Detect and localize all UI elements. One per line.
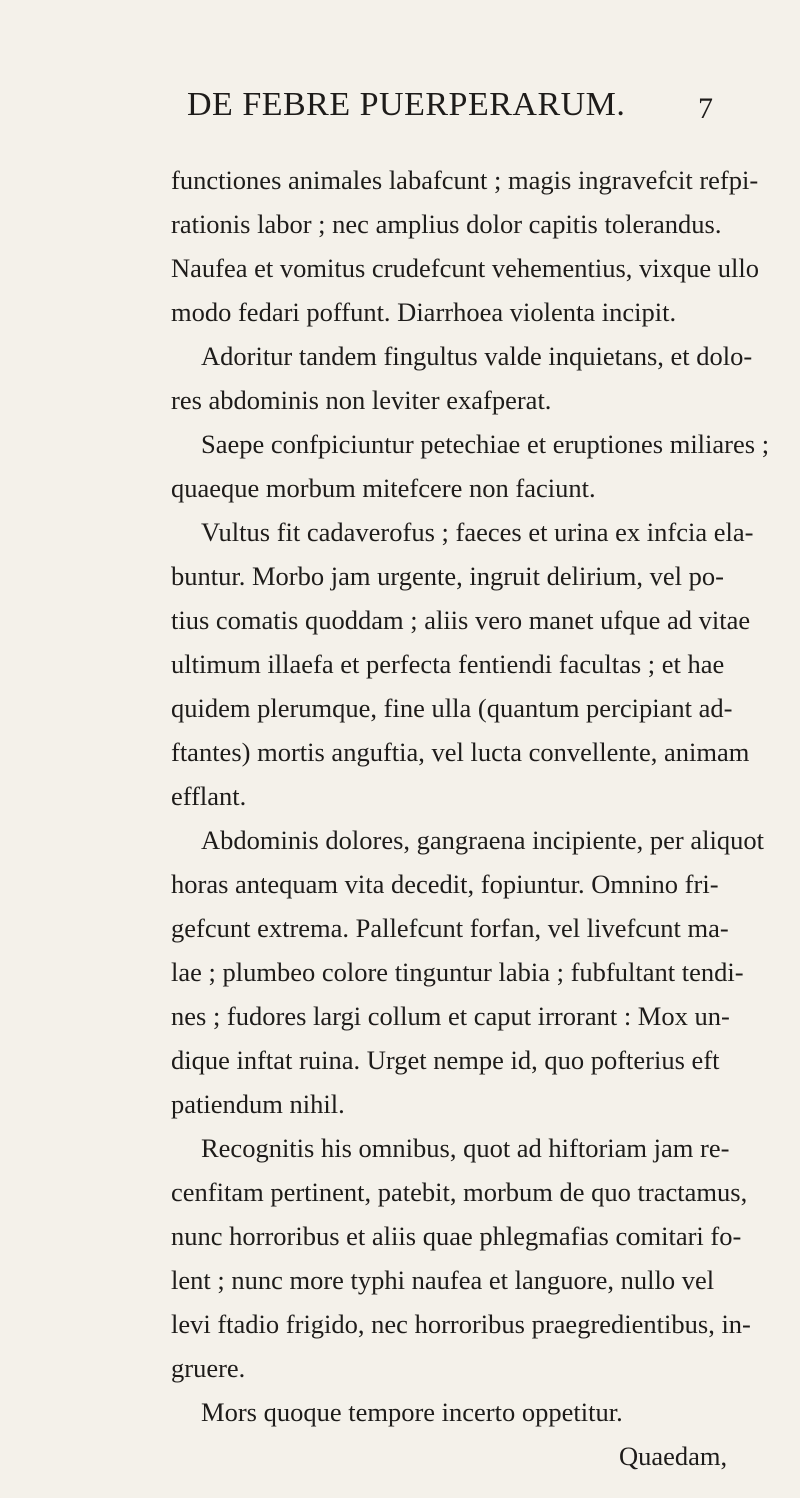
text-line: modo fedari poffunt. Diarrhoea violenta incipit. (171, 297, 677, 327)
text-line: quaeque morbum mitefcere non faciunt. (171, 473, 596, 503)
text-line: Naufea et vomitus crudefcunt vehementius, vixque ullo (171, 253, 759, 283)
text-line: lae ; plumbeo colore tinguntur labia ; fubfultant tendi- (171, 957, 744, 987)
text-line: dique inftat ruina. Urget nempe id, quo pofterius eft (171, 1045, 720, 1075)
text-line: Saepe confpiciuntur petechiae et eruptiones miliares ; (201, 429, 770, 459)
page-number: 7 (698, 92, 713, 125)
text-line: Abdominis dolores, gangraena incipiente, per aliquot (201, 825, 764, 855)
page-header (0, 86, 800, 136)
text-line: cenfitam pertinent, patebit, morbum de quo tractamus, (171, 1177, 748, 1207)
text-line: tius comatis quoddam ; aliis vero manet ufque ad vitae (171, 605, 751, 635)
text-line: gefcunt extrema. Pallefcunt forfan, vel livefcunt ma- (171, 913, 729, 943)
text-line: res abdominis non leviter exafperat. (171, 385, 552, 415)
text-line: nes ; fudores largi collum et caput irrorant : Mox un- (171, 1001, 730, 1031)
text-line: Adoritur tandem fingultus valde inquietans, et dolo- (201, 341, 753, 371)
text-line: rationis labor ; nec amplius dolor capitis tolerandus. (171, 209, 722, 239)
text-line: gruere. (171, 1353, 246, 1383)
catchword: Quaedam, (619, 1441, 728, 1471)
text-line: ultimum illaefa et perfecta fentiendi facultas ; et hae (171, 649, 725, 679)
text-line: lent ; nunc more typhi naufea et languore, nullo vel (171, 1265, 715, 1295)
text-line: buntur. Morbo jam urgente, ingruit delirium, vel po- (171, 561, 724, 591)
text-line: Recognitis his omnibus, quot ad hiftoriam jam re- (201, 1133, 730, 1163)
text-line: functiones animales labafcunt ; magis ingravefcit refpi- (171, 165, 759, 195)
text-line: nunc horroribus et aliis quae phlegmafias comitari fo- (171, 1221, 742, 1251)
text-line: quidem plerumque, fine ulla (quantum percipiant ad- (171, 693, 733, 723)
text-line: ftantes) mortis anguftia, vel lucta convellente, animam (171, 737, 750, 767)
text-line: Vultus fit cadaverofus ; faeces et urina ex infcia ela- (201, 517, 754, 547)
text-line: levi ftadio frigido, nec horroribus praegredientibus, in- (171, 1309, 751, 1339)
text-line: patiendum nihil. (171, 1089, 345, 1119)
running-head: DE FEBRE PUERPERARUM. (187, 86, 626, 123)
text-line: horas antequam vita decedit, fopiuntur. Omnino fri- (171, 869, 719, 899)
text-line: Mors quoque tempore incerto oppetitur. (201, 1397, 623, 1427)
text-line: efflant. (171, 781, 247, 811)
